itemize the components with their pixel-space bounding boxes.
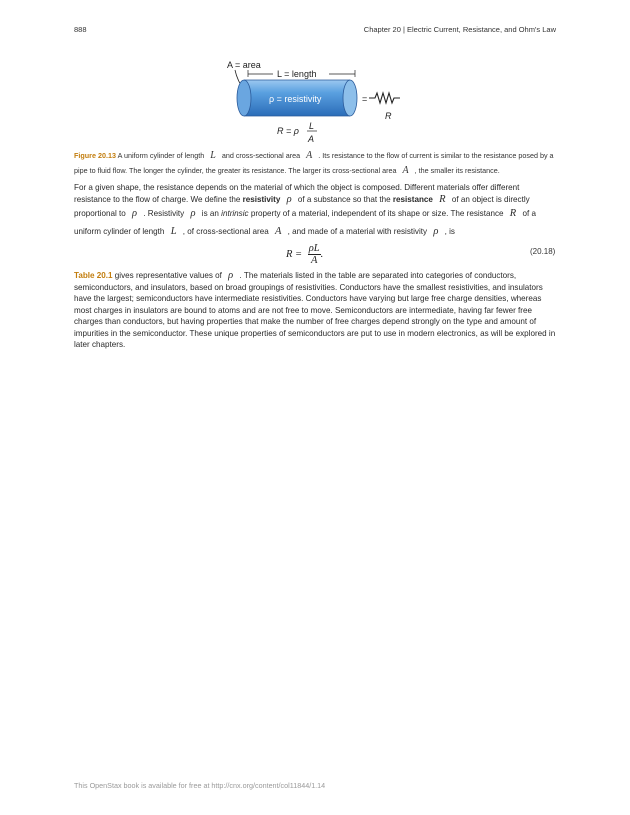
p1-text-4: . Resistivity [143,209,185,218]
caption-math-A: A [306,150,313,161]
eq-fraction [308,243,321,266]
p1-math-R2: R [509,208,517,219]
length-label: L = length [277,69,317,79]
equation-number: (20.18) [530,247,556,256]
cylinder-front [237,80,251,116]
cylinder-diagram [225,58,405,148]
figure-label: Figure 20.13 [74,151,116,160]
p1-text-7: of a uniform cylinder of length [74,209,536,236]
p1-math-rho2: ρ [132,208,138,219]
figure-cylinder [225,58,405,148]
equation-block [0,243,630,267]
p1-text-6: property of a material, independent of its shape or size. The resistance [250,209,504,218]
p1-math-rho4: ρ [433,226,439,237]
p1-text-10: , is [444,227,455,236]
p2-math-rho: ρ [228,270,234,281]
area-label: A = area [227,60,261,70]
p1-text-8: , of cross-sectional area [182,227,269,236]
p1-text-5: is an [201,209,219,218]
formula-denominator: A [308,134,315,144]
caption-math-A2: A [402,165,409,176]
footer-note: This OpenStax book is available for free at http://cnx.org/content/col11844/1.14 [74,781,326,790]
resistivity-label: ρ = resistivity [269,94,322,104]
table-link[interactable]: Table 20.1 [74,271,113,280]
eq-numerator: ρL [308,243,320,254]
page-number: 888 [74,25,87,34]
eq-denominator: A [310,255,318,266]
cylinder-end [343,80,357,116]
paragraph-table-ref [74,270,556,351]
p1-math-L: L [170,226,177,237]
equals-sign: = [362,94,368,104]
term-resistance: resistance [392,194,433,204]
formula-numerator: L [309,121,315,131]
caption-text-2: and cross-sectional area [221,151,301,160]
eq-lhs: R = [286,248,303,260]
p1-text-3: of an object is directly proportional to [74,194,530,218]
p1-text-9: , and made of a material with resistivity [287,227,428,236]
resistor-label: R [385,111,392,121]
caption-text-1: A uniform cylinder of length [117,151,205,160]
term-intrinsic: intrinsic [221,209,249,218]
caption-math-L: L [210,150,216,161]
p1-math-A: A [274,226,282,237]
p1-text-1: For a given shape, the resistance depends on the material of which the object is composed. Different materials offer different resistance to the flow of charge. We define the [74,183,520,204]
eq-end: . [320,248,324,260]
caption-text-3: . Its resistance to the flow of current is similar to the resistance posed by a pipe to fluid flow. The longer the cylinder, the greater its resistance. The larger its cross-sectional area [74,151,554,175]
resistor-symbol [369,93,400,103]
term-resistivity: resistivity [242,194,281,204]
p2-text-1: gives representative values of [114,271,222,280]
figure-caption [74,148,556,178]
p1-math-rho1: ρ [286,193,292,205]
formula-lhs: R = ρ [277,126,299,136]
p1-math-rho3: ρ [190,208,196,219]
chapter-title: Chapter 20 | Electric Current, Resistance, and Ohm's Law [363,25,556,34]
paragraph-resistivity [74,182,556,241]
p1-math-R1: R [439,193,446,205]
p2-text-2: . The materials listed in the table are separated into categories of conductors, semiconductors, and insulators, based on broad groupings of resistivities. Conductors have the smallest resistivities, and insulators have the largest; semiconductors have intermediate resistivities. Conductors have varying but large free charge densities, whereas most charges in insulators are bound to atoms and are not free to move. Semiconductors are intermediate, having far fewer free charges than conductors, but having properties that make the number of free charges depend strongly on the type and amount of impurities in the semiconductor. These unique properties of semiconductors are put to use in modern electronics, as will be explored in later chapters. [74,271,556,349]
p1-text-2: of a substance so that the [297,194,391,204]
caption-text-4: , the smaller its resistance. [414,166,500,175]
equation [286,243,323,266]
